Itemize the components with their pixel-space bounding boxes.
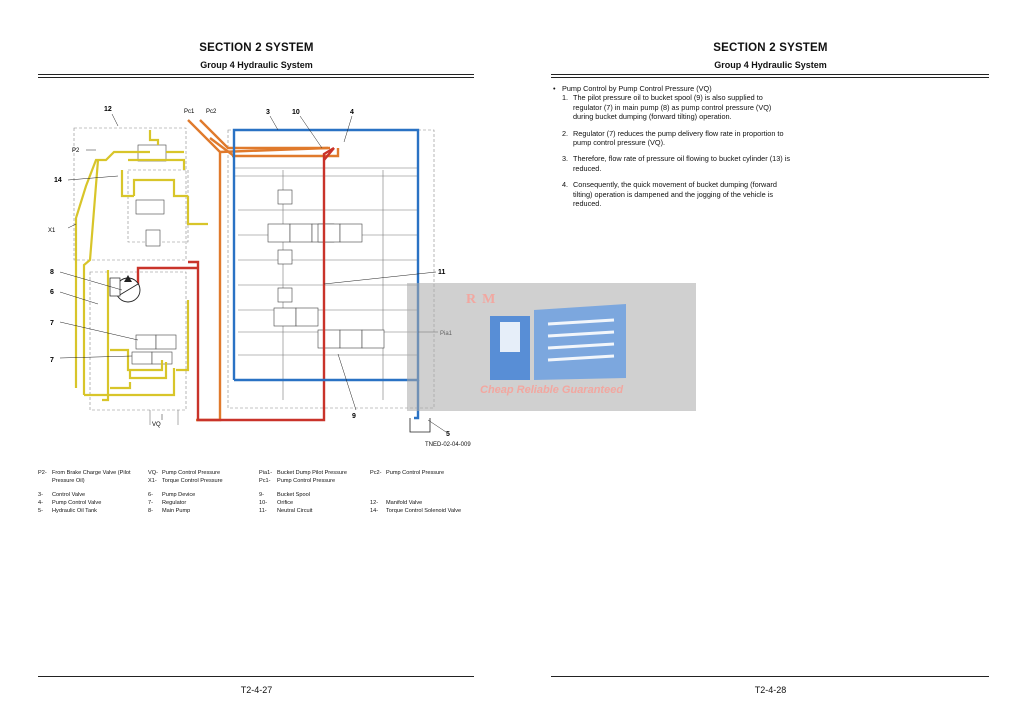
label-pc2: Pc2: [206, 109, 217, 115]
list-item: 1. The pilot pressure oil to bucket spool (9) is also supplied to regulator (7) in main pump (8) as pump control pressure (VQ) during bucket dumping (forward tilting) operation.: [562, 93, 772, 122]
callout-12: 12: [104, 106, 112, 113]
watermark-brand: RM: [466, 292, 502, 307]
section-title: SECTION 2 SYSTEM: [199, 42, 314, 54]
legend-item: P2- From Brake Charge Valve (Pilot Pressure Oil): [38, 470, 131, 484]
label-vq: VQ: [152, 422, 161, 428]
legend-item: VQ- Pump Control Pressure: [148, 470, 221, 476]
explanation-text: [553, 84, 793, 208]
group-title: Group 4 Hydraulic System: [714, 60, 827, 70]
callout-7: 7: [50, 320, 54, 327]
callout-10: 10: [292, 109, 300, 116]
legend-item: 10- Orifice: [259, 500, 294, 506]
callout-4: 4: [350, 109, 354, 116]
legend-item: 12- Manifold Valve: [370, 500, 423, 506]
callout-9: 9: [352, 413, 356, 420]
label-x1: X1: [48, 228, 56, 234]
legend-item: 7- Regulator: [148, 500, 187, 506]
callout-7: 7: [50, 357, 54, 364]
legend-item: 4- Pump Control Valve: [38, 500, 102, 506]
steps-list: [553, 93, 793, 208]
figure-id: TNED-02-04-009: [425, 442, 471, 448]
legend-item: 14- Torque Control Solenoid Valve: [370, 508, 462, 514]
return-lines: [234, 130, 418, 418]
callout-14: 14: [54, 177, 62, 184]
bullet-heading: • Pump Control by Pump Control Pressure (VQ): [553, 84, 712, 93]
pump-control-pressure-lines: [188, 120, 338, 420]
main-pump-symbol: [110, 275, 140, 302]
section-title: SECTION 2 SYSTEM: [713, 42, 828, 54]
footer-rule: [38, 676, 474, 677]
label-p2: P2: [72, 148, 80, 154]
legend-item: 8- Main Pump: [148, 508, 191, 514]
header-rule: [38, 74, 474, 75]
valve-blocks: [132, 145, 384, 364]
hydraulic-tank-symbol: [410, 418, 430, 432]
header-rule: [38, 77, 474, 78]
list-item: 2. Regulator (7) reduces the pump delivery flow rate in proportion to pump control pressure (VQ).: [562, 128, 784, 148]
legend-spacer: [370, 477, 476, 499]
legend-item: 9- Bucket Spool: [259, 492, 310, 498]
header-rule: [551, 74, 989, 75]
legend-item: 3- Control Valve: [38, 492, 86, 498]
group-title: Group 4 Hydraulic System: [200, 60, 313, 70]
legend-column-3: [259, 469, 369, 515]
legend-column-1: [38, 469, 146, 515]
list-item: 4. Consequently, the quick movement of bucket dumping (forward tilting) operation is dampened and the jogging of the vehicle is reduced.: [562, 180, 777, 209]
watermark-tagline: Cheap Reliable Guaranteed: [480, 384, 624, 396]
callout-3: 3: [266, 109, 270, 116]
legend-item: Pia1- Bucket Dump Pilot Pressure: [259, 470, 347, 476]
callout-leaders: [60, 114, 446, 432]
page-number: T2-4-28: [754, 685, 787, 695]
legend-column-4: [370, 469, 476, 515]
legend-item: 5- Hydraulic Oil Tank: [38, 508, 97, 514]
footer-rule: [551, 676, 989, 677]
watermark-logo-icon: [486, 300, 636, 382]
legend-item: Pc2- Pump Control Pressure: [370, 470, 445, 476]
legend-item: 11- Neutral Circuit: [259, 508, 313, 514]
legend-column-2: [148, 469, 256, 515]
header-rule: [551, 77, 989, 78]
legend-item: Pc1- Pump Control Pressure: [259, 478, 336, 484]
legend-item: 6- Pump Device: [148, 492, 196, 498]
callout-8: 8: [50, 269, 54, 276]
callout-6: 6: [50, 289, 54, 296]
list-item: 3. Therefore, flow rate of pressure oil flowing to bucket cylinder (13) is reduced.: [562, 154, 790, 173]
callout-11: 11: [438, 269, 446, 276]
callout-5: 5: [446, 431, 450, 438]
legend-item: X1- Torque Control Pressure: [148, 478, 223, 484]
bullet-icon: •: [553, 84, 556, 93]
label-pc1: Pc1: [184, 109, 195, 115]
page-number: T2-4-27: [240, 685, 273, 695]
